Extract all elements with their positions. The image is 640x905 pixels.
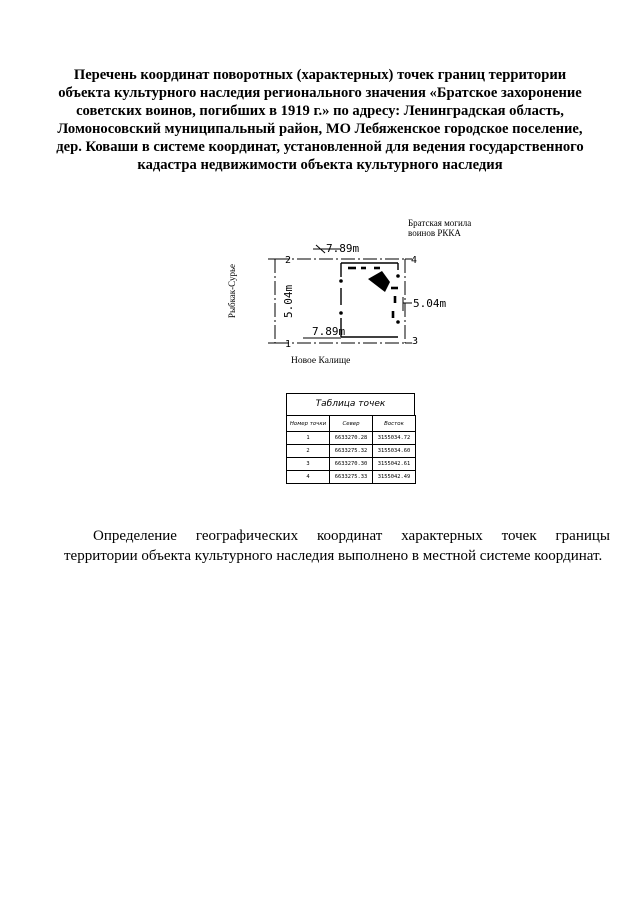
point-label-2: 2	[285, 255, 292, 266]
points-table-title: Таблица точек	[286, 393, 415, 415]
points-table	[286, 393, 415, 484]
title-line: советских воинов, погибших в 1919 г.» по адресу: Ленинградская область,	[76, 103, 564, 119]
table-row: 3 6633270.30 3155042.61	[287, 458, 416, 471]
point-label-1: 1	[285, 339, 292, 350]
header-east: Восток	[373, 416, 416, 432]
title-line: кадастра недвижимости объекта культурного наследия	[137, 157, 503, 173]
west-direction-label: Рыбкак-Сурье	[227, 263, 237, 319]
table-header-row	[287, 416, 416, 432]
dim-bottom: 7.89m	[312, 325, 346, 338]
site-plan	[0, 0, 640, 400]
paragraph-line: Определение географических координат характерных точек границы	[93, 528, 610, 544]
point-label-3: 3	[412, 336, 419, 347]
paragraph-line: территории объекта культурного наследия выполнено в местной системе координат.	[64, 548, 603, 564]
monument-mark	[368, 271, 390, 292]
header-point-number: Номер точки	[287, 416, 330, 432]
dim-left: 5.04m	[282, 284, 295, 318]
grave-label: Братская могила воинов РККА	[408, 218, 472, 238]
title-line: Перечень координат поворотных (характерных) точек границ территории	[73, 67, 567, 83]
title-line: Ломоносовский муниципальный район, МО Лебяженское городское поселение,	[57, 121, 583, 137]
dim-right: 5.04m	[413, 297, 447, 310]
title-line: объекта культурного наследия регионального значения «Братское захоронение	[58, 85, 582, 101]
dim-top: 7.89m	[326, 242, 360, 255]
south-direction-label: Новое Калище	[291, 356, 351, 366]
header-north: Север	[330, 416, 373, 432]
table-row: 4 6633275.33 3155042.49	[287, 471, 416, 484]
table-row: 2 6633275.32 3155034.60	[287, 445, 416, 458]
table-row: 1 6633270.28 3155034.72	[287, 432, 416, 445]
body-paragraph	[64, 526, 610, 566]
title-line: дер. Коваши в системе координат, установленной для ведения государственного	[56, 139, 584, 155]
point-label-4: 4	[411, 255, 418, 266]
